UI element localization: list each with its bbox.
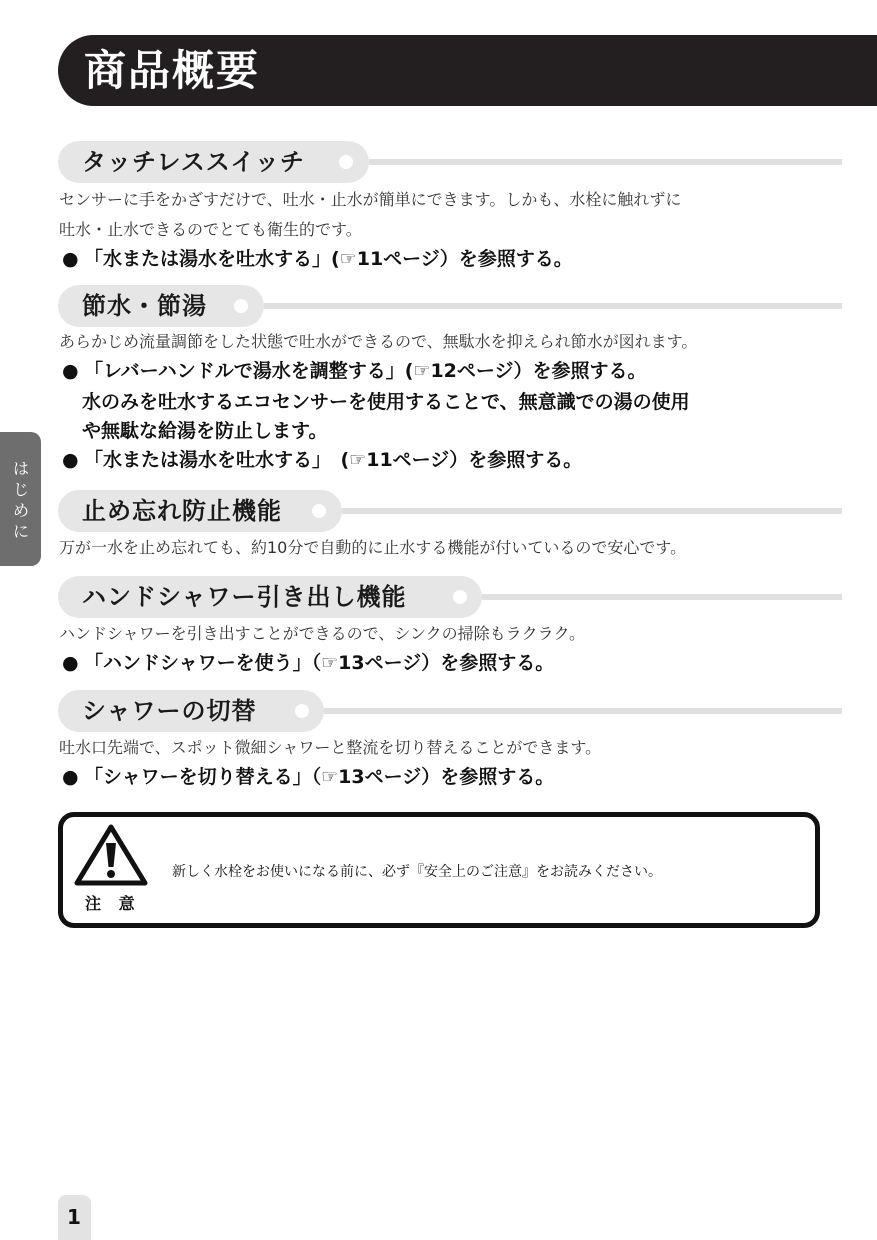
page-title: 商品概要: [84, 46, 261, 95]
bullet-continuation: 水のみを吐水するエコセンサーを使用することで、無意識での湯の使用: [82, 391, 690, 413]
reference-bullet: [62, 245, 573, 273]
warning-triangle-icon: [73, 823, 149, 887]
page-number: 1: [67, 1205, 81, 1229]
body-text: 吐水口先端で、スポット微細シャワーと整流を切り替えることができます。: [59, 738, 602, 757]
section-title: シャワーの切替: [82, 697, 257, 725]
bullet-icon: ●: [62, 766, 79, 788]
reference-text: 「シャワーを切り替える」（☞13ページ）を参照する。: [84, 766, 555, 788]
bullet-continuation: や無駄な給湯を防止します。: [82, 420, 328, 442]
side-tab-label: はじめに: [12, 459, 29, 541]
section-dot: [295, 704, 309, 718]
section-rule: [482, 594, 842, 600]
section-title: 節水・節湯: [82, 292, 207, 320]
section-dot: [312, 504, 326, 518]
page-number-tab: [58, 1195, 91, 1240]
bullet-icon: ●: [62, 652, 79, 674]
section-pill: [58, 690, 324, 732]
body-text: 万が一水を止め忘れても、約10分で自動的に止水する機能が付いているので安心です。: [59, 538, 687, 557]
caution-box: [58, 812, 820, 928]
bullet-icon: ●: [62, 449, 79, 471]
section-rule: [369, 159, 842, 165]
section-rule: [264, 303, 842, 309]
section-title: タッチレススイッチ: [82, 148, 305, 176]
section-rule: [324, 708, 842, 714]
section-rule: [342, 508, 842, 514]
section-dot: [234, 299, 248, 313]
reference-bullet: [62, 446, 582, 474]
side-tab[interactable]: [0, 432, 41, 566]
reference-bullet: [62, 649, 554, 677]
section-dot: [339, 155, 353, 169]
section-pill: [58, 490, 342, 532]
bullet-icon: ●: [62, 248, 79, 270]
reference-text: 「ハンドシャワーを使う」（☞13ページ）を参照する。: [84, 652, 555, 674]
body-text: あらかじめ流量調節をした状態で吐水ができるので、無駄水を抑えられ節水が図れます。: [59, 332, 698, 351]
reference-text: 「水または湯水を吐水する」 (☞11ページ）を参照する。: [84, 449, 583, 471]
reference-bullet: [62, 357, 647, 385]
section-title: ハンドシャワー引き出し機能: [82, 583, 407, 611]
section-title: 止め忘れ防止機能: [82, 497, 282, 525]
reference-text: 「水または湯水を吐水する」(☞11ページ）を参照する。: [84, 248, 573, 270]
bullet-icon: ●: [62, 360, 79, 382]
reference-bullet: [62, 763, 554, 791]
section-pill: [58, 141, 369, 183]
title-bar: [58, 35, 877, 106]
section-pill: [58, 576, 482, 618]
body-text: 吐水・止水できるのでとても衛生的です。: [59, 220, 362, 239]
section-dot: [453, 590, 467, 604]
body-text: センサーに手をかざすだけで、吐水・止水が簡単にできます。しかも、水栓に触れずに: [59, 190, 682, 209]
body-text: ハンドシャワーを引き出すことができるので、シンクの掃除もラクラク。: [59, 624, 586, 643]
caution-text: 新しく水栓をお使いになる前に、必ず『安全上のご注意』をお読みください。: [172, 864, 662, 880]
reference-text: 「レバーハンドルで湯水を調整する」(☞12ページ）を参照する。: [84, 360, 647, 382]
caution-label: 注 意: [85, 894, 141, 913]
